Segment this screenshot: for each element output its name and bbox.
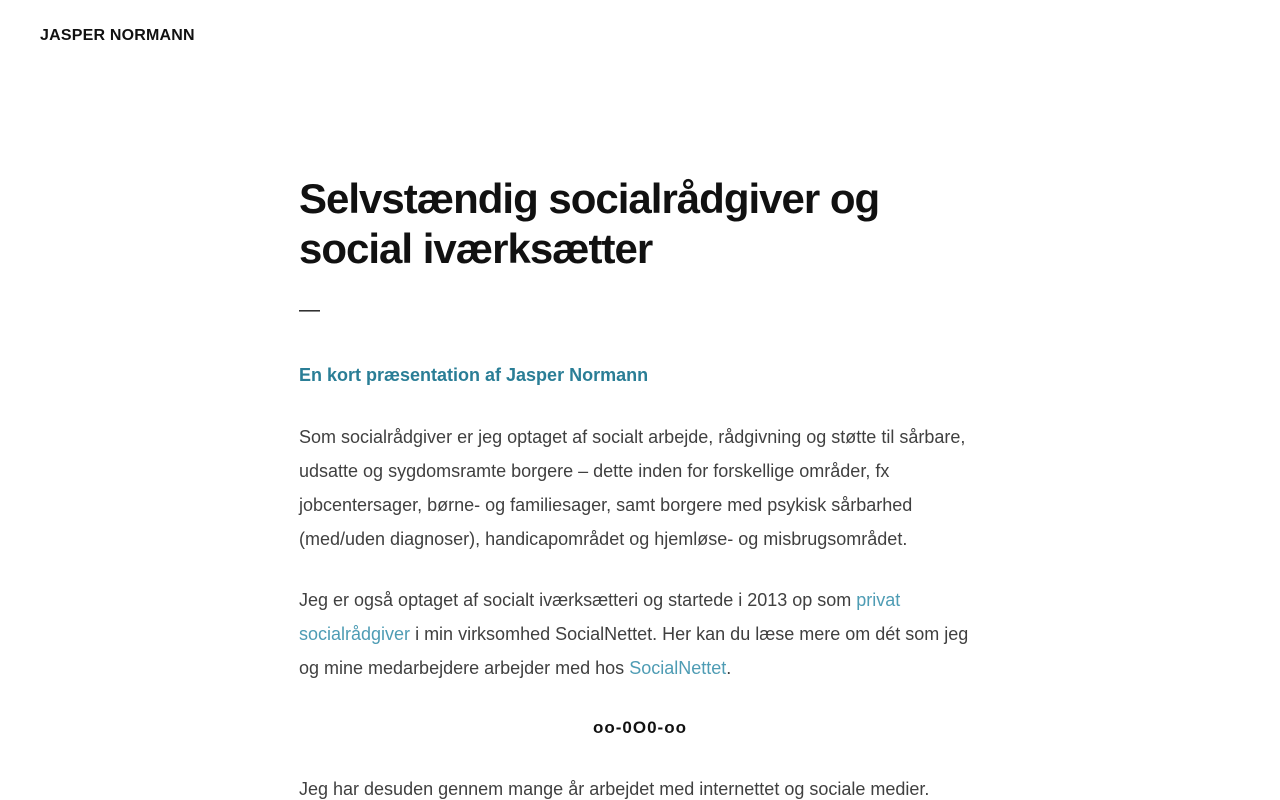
section-separator: oo-0O0-oo — [593, 718, 687, 737]
paragraph2-text-part3: . — [726, 658, 732, 678]
title-dash-divider: — — [299, 298, 320, 321]
site-header — [40, 27, 195, 45]
site-logo[interactable]: JASPER NORMANN — [40, 27, 195, 44]
page-title: Selvstændig socialrådgiver og social iværksætter — [299, 175, 880, 272]
intro-subtitle: En kort præsentation af Jasper Normann — [299, 365, 649, 385]
link-privat-socialraadgiver[interactable]: privat socialrådgiver — [299, 590, 901, 644]
paragraph-about-internet: Jeg har desuden gennem mange år arbejdet med internettet og sociale medier. — [299, 779, 930, 799]
main-content — [299, 0, 981, 800]
link-socialnettet[interactable]: SocialNettet — [629, 658, 727, 678]
paragraph-about-entrepreneurship — [299, 583, 981, 685]
paragraph2-text-part2: i min virksomhed SocialNettet. Her kan du læse mere om dét som jeg og mine medarbejdere arbejder med hos — [299, 624, 969, 678]
paragraph2-text-part1: Jeg er også optaget af socialt iværksætteri og startede i 2013 op som — [299, 590, 857, 610]
paragraph-about-social-work: Som socialrådgiver er jeg optaget af socialt arbejde, rådgivning og støtte til sårbare, udsatte og sygdomsramte borgere – dette inden for forskellige områder, fx jobcentersager, børne- og familiesager, samt borgere med psykisk sårbarhed (med/uden diagnoser), handicapområdet og hjemløse- og misbrugsområdet. — [299, 427, 966, 549]
